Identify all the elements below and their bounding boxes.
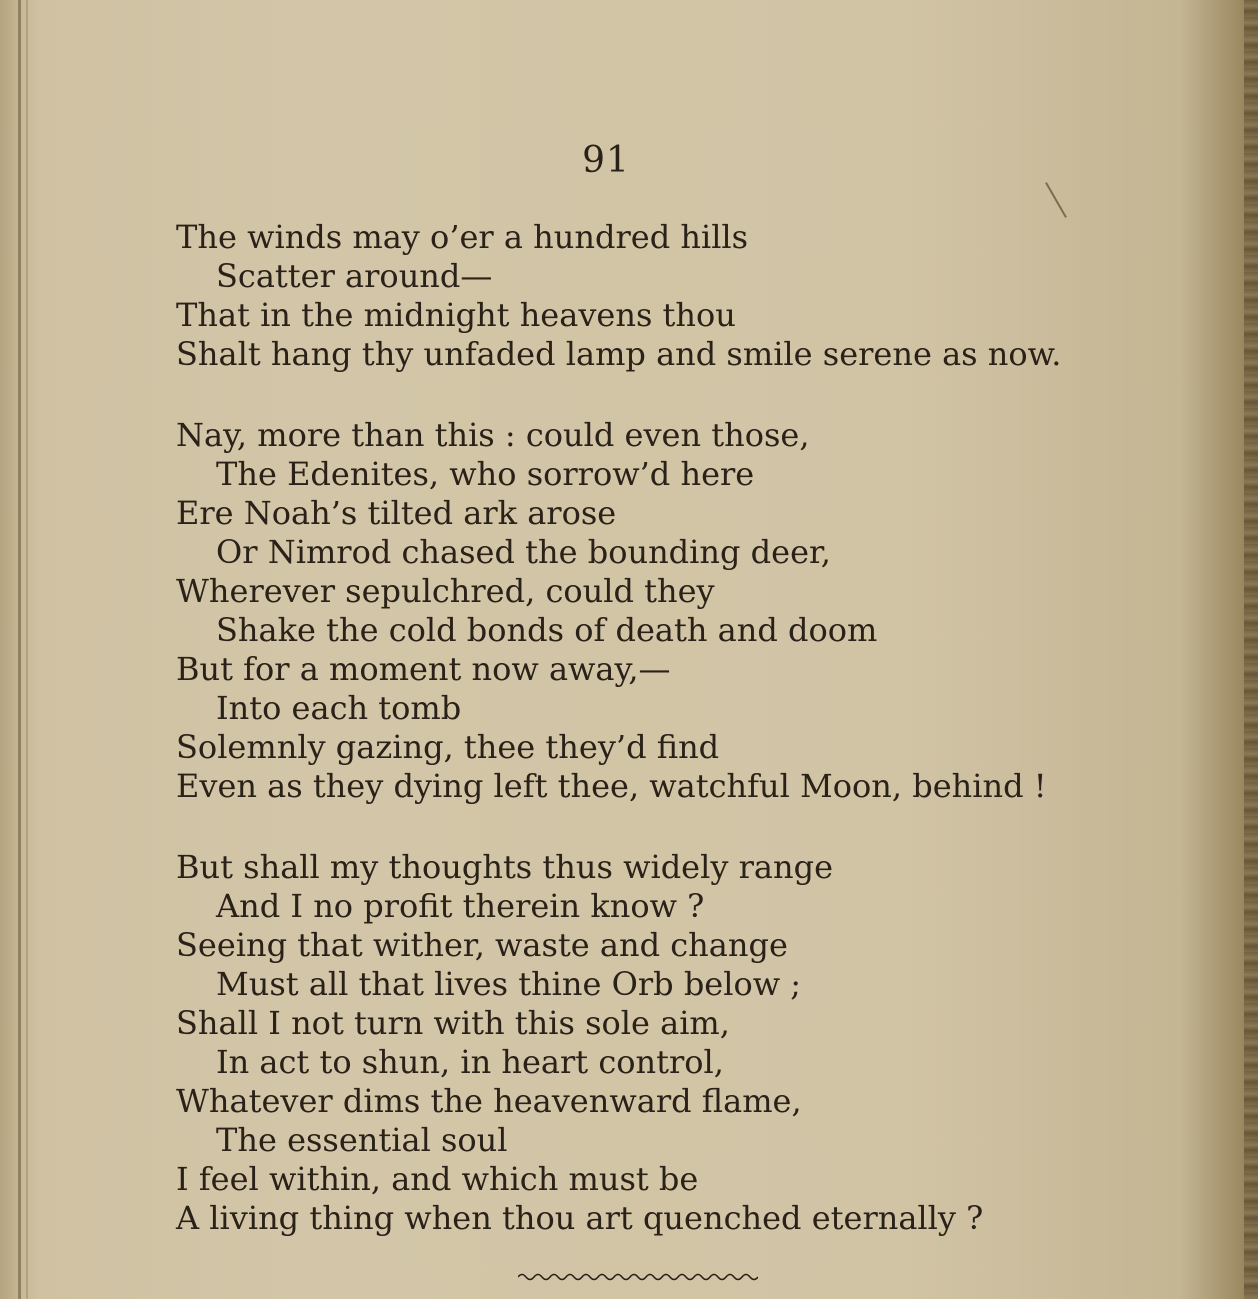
poem-line: But for a moment now away,— <box>176 650 671 688</box>
pencil-mark <box>1045 182 1067 218</box>
poem-line: That in the midnight heavens thou <box>176 296 736 334</box>
binding-crease <box>26 0 28 1299</box>
poem-line: Shake the cold bonds of death and doom <box>216 611 878 649</box>
poem-line: But shall my thoughts thus widely range <box>176 848 833 886</box>
tail-ornament <box>518 1268 758 1284</box>
binding-shadow <box>18 0 21 1299</box>
stanza <box>176 416 1076 806</box>
stanza-break <box>176 806 1076 848</box>
page-number: 91 <box>582 140 630 181</box>
poem-line: Nay, more than this : could even those, <box>176 416 810 454</box>
poem-line: And I no profit therein know ? <box>216 887 705 925</box>
poem-line: Ere Noah’s tilted ark arose <box>176 494 617 532</box>
poem-line: Must all that lives thine Orb below ; <box>216 965 802 1003</box>
poem-line: Solemnly gazing, thee they’d find <box>176 728 720 766</box>
poem-line: I feel within, and which must be <box>176 1160 699 1198</box>
poem-body <box>176 218 1076 1238</box>
stanza <box>176 848 1076 1238</box>
poem-line: The winds may o’er a hundred hills <box>176 218 749 256</box>
poem-line: The Edenites, who sorrow’d here <box>216 455 755 493</box>
poem-line: Shall I not turn with this sole aim, <box>176 1004 730 1042</box>
poem-line: The essential soul <box>216 1121 508 1159</box>
poem-line: In act to shun, in heart control, <box>216 1043 724 1081</box>
poem-line: Whatever dims the heavenward flame, <box>176 1082 802 1120</box>
page-edge <box>1244 0 1258 1299</box>
poem-line: Or Nimrod chased the bounding deer, <box>216 533 831 571</box>
poem-line: Seeing that wither, waste and change <box>176 926 788 964</box>
stanza-break <box>176 374 1076 416</box>
poem-line: Scatter around— <box>216 257 493 295</box>
poem-line: Into each tomb <box>216 689 462 727</box>
poem-line: Wherever sepulchred, could they <box>176 572 715 610</box>
poem-line: A living thing when thou art quenched eternally ? <box>176 1199 984 1237</box>
poem-line: Even as they dying left thee, watchful Moon, behind ! <box>176 767 1047 805</box>
poem-line: Shalt hang thy unfaded lamp and smile serene as now. <box>176 335 1062 373</box>
stanza <box>176 218 1076 374</box>
